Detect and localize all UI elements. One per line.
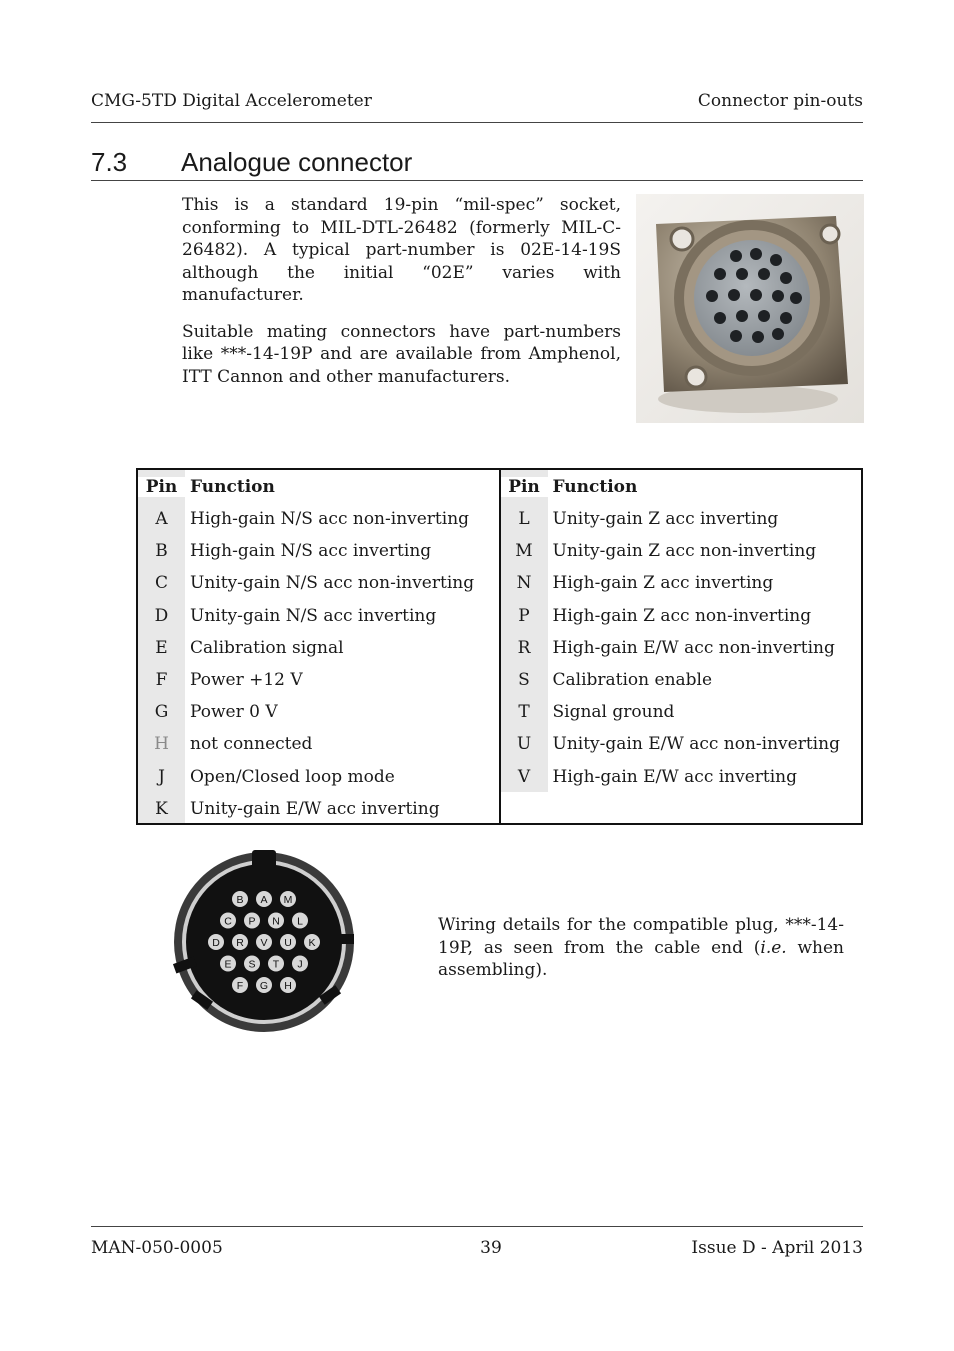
running-header [91,90,863,112]
pin-letter: D [154,605,169,626]
table-row [138,793,499,825]
table-row [138,535,499,567]
table-row [138,664,499,696]
plug-pin [268,956,284,972]
pin-function: High-gain N/S acc non-inverting [190,509,470,530]
table-row [138,632,499,664]
table-row [501,535,862,567]
table-row [501,632,862,664]
pin-function: Unity-gain Z acc non-inverting [552,541,817,562]
section-title: Analogue connector [181,147,413,177]
plug-pin-label: E [224,958,232,971]
plug-pin-label: K [308,936,316,949]
wiring-text-end: when assembling). [438,937,845,980]
connector-photo [636,194,864,423]
table-row [501,664,862,696]
pin-function: Unity-gain Z acc inverting [552,509,779,530]
plug-pin-label: H [284,979,292,992]
plug-pin [292,913,308,929]
pin-letter: G [154,702,169,723]
pin-function: Unity-gain E/W acc inverting [190,798,440,819]
pin-function: Calibration enable [552,670,713,691]
footer-rule [91,1226,863,1227]
pin-letter: T [518,702,530,723]
plug-pin-label: P [248,915,256,928]
pin-function: Power 0 V [190,702,278,723]
wiring-text: Wiring details for the compatible plug, ***-14-19P, as seen from the cable end ( [438,915,844,958]
table-row [138,600,499,632]
pin-letter: N [516,573,532,594]
plug-pin [280,977,296,993]
plug-pin [304,934,320,950]
pin-function: High-gain Z acc inverting [552,573,774,594]
pin-letter: S [518,670,530,691]
section-number: 7.3 [91,147,128,177]
pin-table-left-column [138,470,501,823]
pin-letter: K [155,798,168,819]
pin-letter: V [517,766,531,787]
pin-function: High-gain E/W acc inverting [552,766,798,787]
plug-pin [280,891,296,907]
plug-pin-label: U [284,936,292,949]
plug-pin [244,913,260,929]
table-row [138,503,499,535]
pin-letter: P [518,605,530,626]
plug-key [252,850,276,868]
plug-pin [256,891,272,907]
table-header-row [138,470,499,503]
function-header: Function [190,476,275,497]
pin-header: Pin [501,477,548,497]
plug-pin-label: A [260,893,268,906]
plug-pin [244,956,260,972]
pin-header: Pin [138,477,185,497]
table-row [501,696,862,728]
pin-letter: F [155,670,168,691]
pin-letter: R [517,637,531,658]
pin-letter: B [155,541,168,562]
plug-pin-label: S [248,958,256,971]
pin-letter: J [158,766,165,787]
table-row [138,696,499,728]
table-row [501,728,862,760]
footer-issue: Issue D - April 2013 [691,1238,863,1258]
pin-function: Unity-gain E/W acc non-inverting [552,734,840,755]
plug-pin-label: T [272,958,280,971]
page-footer [91,1237,863,1259]
pin-function: Unity-gain N/S acc inverting [190,605,437,626]
pin-letter: U [516,734,532,755]
pin-function: Open/Closed loop mode [190,766,395,787]
table-header-row [501,470,862,503]
plug-pin-label: B [236,893,244,906]
wiring-note [438,914,844,982]
plug-wiring-diagram [172,850,356,1034]
plug-pin-label: D [212,936,220,949]
pin-function: Signal ground [552,702,675,723]
plug-pin [220,913,236,929]
pin-assignment-table [136,468,863,825]
plug-pin [268,913,284,929]
pin-function: Unity-gain N/S acc non-inverting [190,573,475,594]
table-row [501,567,862,599]
header-rule [91,122,863,123]
plug-pin-label: M [283,893,293,906]
table-row [501,600,862,632]
intro-paragraph-1: This is a standard 19-pin “mil-spec” socket, conforming to MIL-DTL-26482 (formerly MIL-C-26482). A typical part-number is 02E-14-19S although the initial “02E” varies with manufacturer. [182,195,621,305]
plug-pin [256,934,272,950]
plug-pin-label: R [236,936,244,949]
header-chapter-title: Connector pin-outs [697,91,863,111]
header-document-title: CMG-5TD Digital Accelerometer [91,91,372,111]
pin-letter: A [155,509,168,530]
plug-pin [232,977,248,993]
footer-document-number: MAN-050-0005 [91,1238,223,1258]
table-row [138,728,499,760]
pin-letter: M [515,541,533,562]
pin-table-right-column [501,470,862,823]
intro-text [182,194,621,402]
pin-function: Power +12 V [190,670,303,691]
plug-pin-label: G [259,979,269,992]
plug-pin-label: C [224,915,232,928]
pin-letter: L [518,509,530,530]
plug-pin [280,934,296,950]
wiring-italic: i.e. [760,937,787,958]
table-row [138,567,499,599]
pin-function: not connected [190,734,313,755]
section-heading [91,145,863,179]
intro-paragraph-2: Suitable mating connectors have part-numbers like ***-14-19P and are available from Amphenol, ITT Cannon and other manufacturers. [182,321,621,387]
table-row [138,761,499,793]
table-row [501,503,862,535]
function-header: Function [552,476,638,497]
plug-pin-label: F [236,979,244,992]
pin-function: Calibration signal [190,637,344,658]
pin-function: High-gain N/S acc inverting [190,541,432,562]
pin-function: High-gain E/W acc non-inverting [552,637,835,658]
table-row [501,761,862,793]
footer-page-number: 39 [480,1238,502,1258]
plug-pin-label: L [297,915,303,928]
plug-bayonet-tab [332,934,354,944]
pin-letter: C [154,573,168,594]
plug-pin-label: J [297,958,303,971]
plug-pin [232,934,248,950]
plug-pin-label: N [272,915,280,928]
plug-pin [220,956,236,972]
plug-pin [232,891,248,907]
plug-pin [292,956,308,972]
pin-letter: E [155,637,168,658]
pin-letter: H [154,734,169,755]
plug-pin [256,977,272,993]
plug-pin-label: V [260,936,268,949]
section-rule [91,180,863,181]
plug-pin [208,934,224,950]
pin-function: High-gain Z acc non-inverting [552,605,812,626]
